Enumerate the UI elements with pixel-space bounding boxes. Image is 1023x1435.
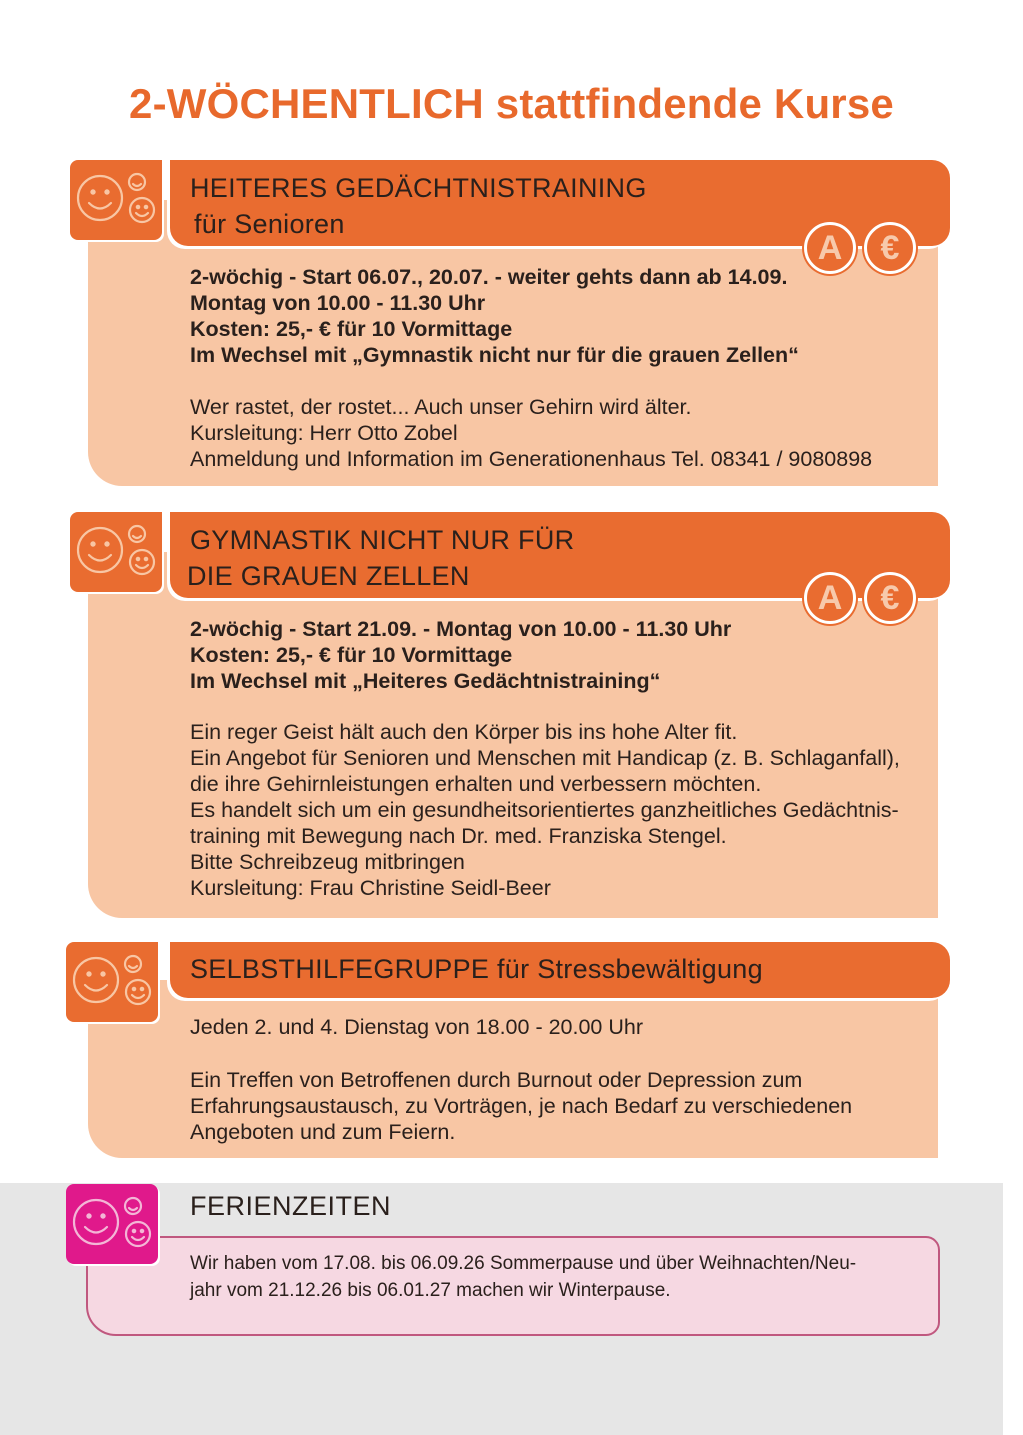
course-description bbox=[190, 719, 900, 901]
course-title-line: SELBSTHILFEGRUPPE für Stressbewältigung bbox=[190, 954, 763, 984]
page-title: 2-WÖCHENTLICH stattfindende Kurse bbox=[129, 80, 894, 127]
description-line: training mit Bewegung nach Dr. med. Franziska Stengel. bbox=[190, 824, 727, 848]
detail-bold: 2-wöchig bbox=[190, 265, 284, 289]
course-title bbox=[187, 522, 575, 594]
description-line: Angeboten und zum Feiern. bbox=[190, 1120, 456, 1144]
detail-line: Im Wechsel mit „Heiteres Gedächtnistraining“ bbox=[190, 669, 661, 693]
description-line: Wer rastet, der rostet... Auch unser Gehirn wird älter. bbox=[190, 395, 692, 419]
description-line: Es handelt sich um ein gesundheitsorientiertes ganzheitliches Gedächtnis- bbox=[190, 798, 899, 822]
description-line: Ein Treffen von Betroffenen durch Burnout oder Depression zum bbox=[190, 1068, 803, 1092]
detail-rest: - Start 21.09. - Montag von 10.00 - 11.30 Uhr bbox=[283, 617, 732, 641]
description-line: Ein Angebot für Senioren und Menschen mit Handicap (z. B. Schlaganfall), bbox=[190, 746, 900, 770]
smiley-faces-icon bbox=[66, 1184, 158, 1264]
euro-badge-icon: € bbox=[864, 222, 916, 274]
course-details bbox=[190, 616, 731, 694]
letter-a-badge-icon: A bbox=[804, 572, 856, 624]
holiday-line: jahr vom 21.12.26 bis 06.01.27 machen wir Winterpause. bbox=[190, 1280, 671, 1301]
detail-line: Kosten: 25,- € für 10 Vormittage bbox=[190, 643, 513, 667]
description-line: Anmeldung und Information im Generationenhaus Tel. 08341 / 9080898 bbox=[190, 447, 873, 471]
description-line: Erfahrungsaustausch, zu Vorträgen, je nach Bedarf zu verschiedenen bbox=[190, 1094, 853, 1118]
detail-line bbox=[190, 616, 731, 642]
description-line: die ihre Gehirnleistungen erhalten und verbessern möchten. bbox=[190, 772, 762, 796]
detail-line: Jeden 2. und 4. Dienstag von 18.00 - 20.00 Uhr bbox=[190, 1015, 644, 1039]
description-line: Kursleitung: Herr Otto Zobel bbox=[190, 421, 458, 445]
smiley-faces-icon bbox=[66, 942, 158, 1022]
course-description bbox=[190, 1067, 852, 1145]
holiday-line: Wir haben vom 17.08. bis 06.09.26 Sommerpause und über Weihnachten/Neu- bbox=[190, 1253, 857, 1274]
euro-badge-icon: € bbox=[864, 572, 916, 624]
description-line: Ein reger Geist hält auch den Körper bis ins hohe Alter fit. bbox=[190, 720, 738, 744]
course-details bbox=[190, 264, 799, 368]
detail-line: Kosten: 25,- € für 10 Vormittage bbox=[190, 317, 513, 341]
detail-line: Im Wechsel mit „Gymnastik nicht nur für die grauen Zellen“ bbox=[190, 343, 799, 367]
detail-bold: 2-wöchig bbox=[190, 617, 284, 641]
description-line: Kursleitung: Frau Christine Seidl-Beer bbox=[190, 876, 551, 900]
description-line: Bitte Schreibzeug mitbringen bbox=[190, 850, 465, 874]
holiday-title: FERIENZEITEN bbox=[190, 1191, 392, 1221]
detail-line bbox=[190, 264, 799, 290]
course-title-line: für Senioren bbox=[194, 209, 345, 239]
smiley-faces-icon bbox=[70, 512, 162, 592]
course-header bbox=[170, 942, 950, 998]
detail-rest: - Start 06.07., 20.07. - weiter gehts dann ab 14.09. bbox=[283, 265, 788, 289]
holiday-text bbox=[190, 1250, 856, 1304]
smiley-faces-icon bbox=[70, 160, 162, 240]
course-title bbox=[190, 170, 647, 242]
course-title-line: HEITERES GEDÄCHTNISTRAINING bbox=[190, 173, 647, 203]
course-title-line: GYMNASTIK NICHT NUR FÜR bbox=[190, 525, 575, 555]
course-description bbox=[190, 394, 872, 472]
course-title-line: DIE GRAUEN ZELLEN bbox=[187, 561, 470, 591]
detail-line: Montag von 10.00 - 11.30 Uhr bbox=[190, 291, 486, 315]
course-title bbox=[190, 951, 763, 987]
letter-a-badge-icon: A bbox=[804, 222, 856, 274]
course-details bbox=[190, 1014, 643, 1040]
